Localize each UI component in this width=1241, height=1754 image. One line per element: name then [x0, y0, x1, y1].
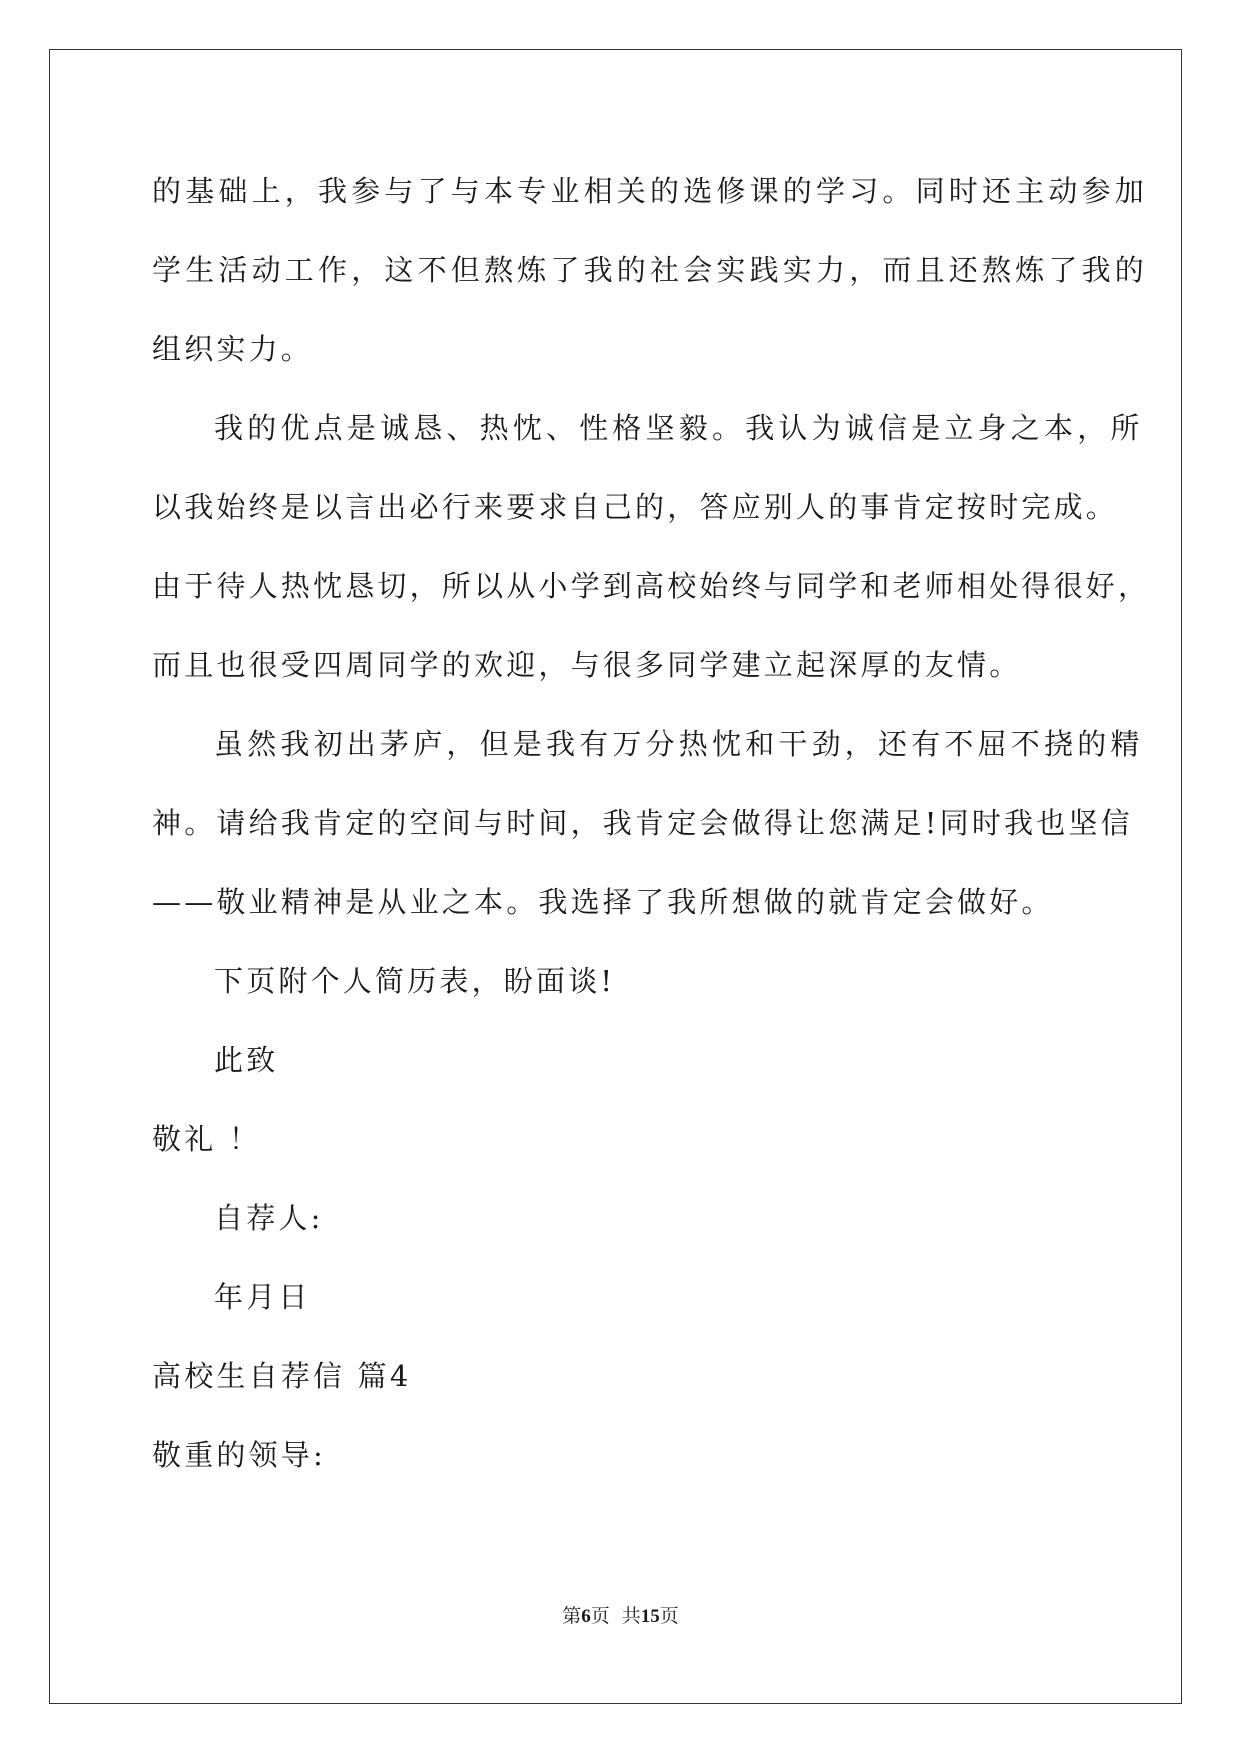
- page-mid: 页 共: [590, 1605, 641, 1627]
- body-line-10: ——敬业精神是从业之本。我选择了我所想做的就肯定会做好。: [152, 885, 1054, 919]
- page-total: 15: [640, 1606, 660, 1627]
- date-line: 年月日: [214, 1280, 311, 1314]
- closing-line: 此致: [214, 1043, 279, 1077]
- body-line-4: 我的优点是诚恳、热忱、性格坚毅。我认为诚信是立身之本，所: [214, 411, 1144, 445]
- body-line-11: 下页附个人简历表，盼面谈!: [214, 964, 616, 998]
- body-line-6: 由于待人热忱恳切，所以从小学到高校始终与同学和老师相处得很好，: [152, 569, 1151, 603]
- greeting-line: 敬重的领导:: [152, 1438, 326, 1472]
- body-line-1: 的基础上，我参与了与本专业相关的选修课的学习。同时还主动参加: [152, 174, 1149, 208]
- page-prefix: 第: [562, 1605, 582, 1627]
- page-footer: [0, 1604, 1241, 1629]
- page-suffix: 页: [659, 1605, 679, 1627]
- body-line-8: 虽然我初出茅庐，但是我有万分热忱和干劲，还有不屈不挠的精: [214, 727, 1144, 761]
- body-line-9: 神。请给我肯定的空间与时间，我肯定会做得让您满足!同时我也坚信: [152, 806, 1133, 840]
- body-line-5: 以我始终是以言出必行来要求自己的，答应别人的事肯定按时完成。: [152, 490, 1119, 524]
- section-heading: 高校生自荐信 篇4: [152, 1359, 412, 1393]
- body-line-7: 而且也很受四周同学的欢迎，与很多同学建立起深厚的友情。: [152, 648, 1022, 682]
- body-line-3: 组织实力。: [152, 332, 314, 366]
- body-line-2: 学生活动工作，这不但熬炼了我的社会实践实力，而且还熬炼了我的: [152, 253, 1149, 287]
- salutation-line: 敬礼 ！: [152, 1122, 262, 1156]
- signature-line: 自荐人:: [214, 1201, 324, 1235]
- page-current: 6: [581, 1606, 591, 1627]
